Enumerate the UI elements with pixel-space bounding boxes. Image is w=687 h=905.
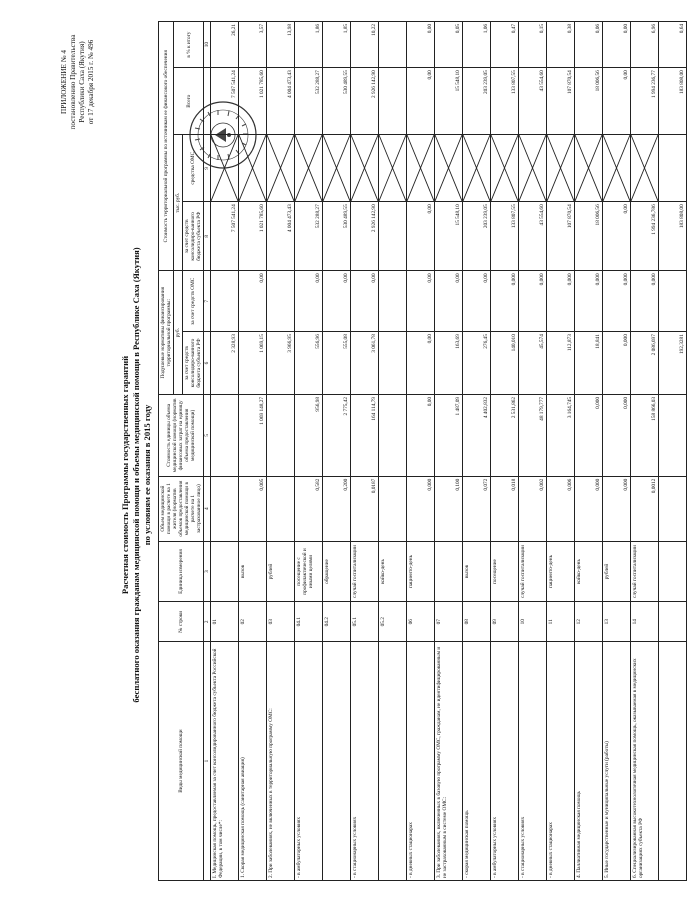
row-tp-omc bbox=[603, 135, 631, 202]
row-tp-omc bbox=[435, 135, 463, 202]
title-line: по условиям ее оказания в 2015 году bbox=[142, 404, 152, 546]
row-unit-cost: 0,000 bbox=[575, 394, 603, 476]
row-tp-budget: 532 288,27 bbox=[295, 202, 323, 271]
appendix-line: ПРИЛОЖЕНИЕ № 4 bbox=[60, 50, 68, 114]
appendix-line: от 17 декабря 2015 г. № 496 bbox=[87, 39, 95, 125]
crossed-out-cell-icon bbox=[351, 135, 378, 201]
row-line-number bbox=[659, 602, 687, 642]
row-percent: 1,85 bbox=[323, 22, 351, 68]
row-unit: посещение bbox=[491, 541, 519, 602]
crossed-out-cell-icon bbox=[295, 135, 322, 201]
row-pc-budget: 0,000 bbox=[603, 332, 631, 395]
row-tp-budget: 15 548,10 bbox=[435, 202, 463, 271]
row-line-number: 08 bbox=[463, 602, 491, 642]
crossed-out-cell-icon bbox=[603, 135, 630, 201]
row-tp-budget bbox=[379, 202, 407, 271]
row-pc-omc: 0,000 bbox=[491, 271, 519, 332]
row-tp-omc bbox=[491, 135, 519, 202]
table-row bbox=[323, 22, 351, 881]
row-total: 18 006,56 bbox=[575, 68, 603, 135]
row-kind: I. Медицинская помощь, предоставляемая за счет консолидированного бюджета субъекта Российской Федерации, в том числе*: bbox=[211, 642, 239, 881]
row-unit-cost bbox=[659, 394, 687, 476]
row-tp-budget: 0,00 bbox=[603, 202, 631, 271]
column-number: 7 bbox=[204, 271, 211, 332]
crossed-out-cell-icon bbox=[463, 135, 490, 201]
row-unit: случай госпитализации bbox=[519, 541, 547, 602]
row-pc-budget: 45,574 bbox=[519, 332, 547, 395]
row-total: 1 994 236,77 bbox=[631, 68, 659, 135]
col-header-pc-omc: за счет средств ОМС bbox=[183, 271, 204, 332]
row-percent: 26,21 bbox=[211, 22, 239, 68]
row-pc-budget: 1 069,15 bbox=[239, 332, 267, 395]
row-tp-budget: 2 926 142,90 bbox=[351, 202, 379, 271]
row-percent: 3,57 bbox=[239, 22, 267, 68]
row-tp-budget: 133 807,55 bbox=[491, 202, 519, 271]
row-tp-omc bbox=[379, 135, 407, 202]
row-volume: 0,000 bbox=[575, 476, 603, 541]
row-kind: - в стационарных условиях bbox=[519, 642, 547, 881]
row-unit: обращение bbox=[323, 541, 351, 602]
row-unit-cost: 48 179,777 bbox=[519, 394, 547, 476]
row-kind: - в дневных стационарах bbox=[547, 642, 575, 881]
row-tp-budget: 1 021 785,60 bbox=[239, 202, 267, 271]
row-total: 107 870,54 bbox=[547, 68, 575, 135]
row-unit-cost: 0,00 bbox=[407, 394, 435, 476]
row-volume: 0,072 bbox=[463, 476, 491, 541]
row-pc-omc: 0,00 bbox=[323, 271, 351, 332]
table-row bbox=[379, 22, 407, 881]
row-kind: 4. Паллиативная медицинская помощь bbox=[575, 642, 603, 881]
row-tp-omc bbox=[323, 135, 351, 202]
row-kind bbox=[659, 642, 687, 881]
row-unit: рублей bbox=[603, 541, 631, 602]
row-line-number: 10 bbox=[519, 602, 547, 642]
row-tp-omc bbox=[659, 135, 687, 202]
row-pc-budget: 556,96 bbox=[295, 332, 323, 395]
row-pc-budget: 2 328,93 bbox=[211, 332, 239, 395]
table-row bbox=[603, 22, 631, 881]
row-percent: 0,15 bbox=[519, 22, 547, 68]
row-tp-budget: 7 507 541,24 bbox=[211, 202, 239, 271]
row-kind: 1. Скорая медицинская помощь (санитарная авиация) bbox=[239, 642, 267, 881]
column-number: 4 bbox=[204, 476, 211, 541]
row-kind bbox=[323, 642, 351, 881]
row-total: 7 507 541,24 bbox=[211, 68, 239, 135]
column-number: 8 bbox=[204, 202, 211, 271]
crossed-out-cell-icon bbox=[211, 135, 238, 201]
row-unit-cost: 2 531,862 bbox=[491, 394, 519, 476]
crossed-out-cell-icon bbox=[575, 135, 602, 201]
row-pc-budget: 2 086,697 bbox=[631, 332, 659, 395]
row-percent: 0,47 bbox=[491, 22, 519, 68]
table-row bbox=[631, 22, 659, 881]
row-unit-cost: 2 775,42 bbox=[323, 394, 351, 476]
row-line-number: 05.2 bbox=[379, 602, 407, 642]
row-kind: 5. Иные государственные и муниципальные услуги (работы) bbox=[603, 642, 631, 881]
column-number: 10 bbox=[204, 22, 211, 68]
column-number: 1 bbox=[204, 642, 211, 881]
row-percent: 0,06 bbox=[575, 22, 603, 68]
row-unit: койко-день bbox=[379, 541, 407, 602]
row-kind: 6. Специализированная высокотехнологичная медицинская помощь, оказываемая в медицинских организациях субъекта РФ bbox=[631, 642, 659, 881]
row-kind: 3. При заболеваниях, включенных в базовую программу ОМС, гражданам, не идентифицированным и не застрахованным в системе ОМС: bbox=[435, 642, 463, 881]
row-line-number: 07 bbox=[435, 602, 463, 642]
table-row bbox=[407, 22, 435, 881]
col-header-unit-cost: Стоимость единицы объема медицинской помощи (норматив финансовых затрат на единицу объема предоставления медицинской помощи) bbox=[159, 394, 204, 476]
row-tp-omc bbox=[407, 135, 435, 202]
row-pc-budget: 163,69 bbox=[435, 332, 463, 395]
row-unit-cost: 1 487,09 bbox=[435, 394, 463, 476]
row-pc-omc: 0,00 bbox=[239, 271, 267, 332]
row-kind: - скорая медицинская помощь bbox=[463, 642, 491, 881]
crossed-out-cell-icon bbox=[435, 135, 462, 201]
row-unit bbox=[659, 541, 687, 602]
row-pc-omc: 0,000 bbox=[547, 271, 575, 332]
row-total: 0,00 bbox=[407, 68, 435, 135]
row-volume: 0,002 bbox=[519, 476, 547, 541]
row-total: 1 021 785,60 bbox=[239, 68, 267, 135]
row-kind bbox=[379, 642, 407, 881]
appendix-note bbox=[60, 7, 96, 157]
row-pc-omc: 0,000 bbox=[631, 271, 659, 332]
row-percent: 0,00 bbox=[407, 22, 435, 68]
row-tp-omc bbox=[547, 135, 575, 202]
row-tp-budget: 1 994 236,786 bbox=[631, 202, 659, 271]
row-total: 43 554,60 bbox=[519, 68, 547, 135]
crossed-out-cell-icon bbox=[491, 135, 518, 201]
col-header-per-capita: Подушевые нормативы финансирования территориальной программы: bbox=[159, 271, 174, 395]
row-unit: вызов bbox=[463, 541, 491, 602]
row-percent: 1,06 bbox=[463, 22, 491, 68]
table-row bbox=[575, 22, 603, 881]
row-unit-cost bbox=[211, 394, 239, 476]
appendix-line: постановлению Правительства bbox=[69, 34, 77, 130]
row-total: 0,00 bbox=[603, 68, 631, 135]
column-number: 5 bbox=[204, 394, 211, 476]
title-line: бесплатного оказания гражданам медицинской помощи и объемы медицинской помощи в Республике Саха (Якутия) bbox=[131, 247, 141, 703]
crossed-out-cell-icon bbox=[407, 135, 434, 201]
row-volume: 0,0012 bbox=[631, 476, 659, 541]
row-tp-omc bbox=[211, 135, 239, 202]
row-pc-omc: 0,00 bbox=[407, 271, 435, 332]
row-pc-budget: 3 061,78 bbox=[351, 332, 379, 395]
row-tp-omc bbox=[631, 135, 659, 202]
row-unit-cost bbox=[379, 394, 407, 476]
row-volume: 0,000 bbox=[603, 476, 631, 541]
table-row bbox=[519, 22, 547, 881]
row-tp-budget: 4 004 473,43 bbox=[267, 202, 295, 271]
col-header-kind: Виды медицинской помощи bbox=[159, 642, 204, 881]
row-pc-budget: 140,010 bbox=[491, 332, 519, 395]
row-line-number: 04.1 bbox=[295, 602, 323, 642]
col-header-unit-rub: руб. bbox=[174, 271, 183, 395]
row-percent: 0,05 bbox=[435, 22, 463, 68]
column-number bbox=[204, 68, 211, 135]
row-pc-omc bbox=[267, 271, 295, 332]
row-percent bbox=[379, 22, 407, 68]
title-line: Расчетная стоимость Программы государственных гарантий bbox=[120, 355, 130, 595]
column-number: 6 bbox=[204, 332, 211, 395]
row-tp-budget: 0,00 bbox=[407, 202, 435, 271]
row-volume: 0,0187 bbox=[351, 476, 379, 541]
crossed-out-cell-icon bbox=[519, 135, 546, 201]
row-total: 532 288,27 bbox=[295, 68, 323, 135]
column-number: 2 bbox=[204, 602, 211, 642]
row-line-number: 06 bbox=[407, 602, 435, 642]
col-header-pc-budget: за счет средств консолидиро-ванного бюджета субъекта РФ bbox=[183, 332, 204, 395]
row-unit-cost: 4 402,832 bbox=[463, 394, 491, 476]
column-number: 9 bbox=[204, 135, 211, 202]
row-pc-omc: 0,000 bbox=[519, 271, 547, 332]
header-row bbox=[159, 22, 174, 881]
row-line-number: 13 bbox=[603, 602, 631, 642]
col-header-tp-budget: за счет средств консолидиро-ванного бюджета субъекта РФ bbox=[183, 202, 204, 271]
row-unit-cost: 0,000 bbox=[603, 394, 631, 476]
crossed-out-cell-icon bbox=[547, 135, 574, 201]
col-header-unit-thousand-rub: тыс. руб. bbox=[174, 135, 183, 271]
col-header-total: Всего bbox=[174, 68, 204, 135]
row-tp-omc bbox=[351, 135, 379, 202]
row-unit: посещение с профилактической и иными целями bbox=[295, 541, 323, 602]
row-unit-cost: 1 069 148,27 bbox=[239, 394, 267, 476]
table-row bbox=[239, 22, 267, 881]
row-line-number: 14 bbox=[631, 602, 659, 642]
row-tp-budget: 530 489,55 bbox=[323, 202, 351, 271]
row-pc-budget bbox=[379, 332, 407, 395]
document-title bbox=[120, 165, 153, 785]
row-unit: случай госпитализации bbox=[351, 541, 379, 602]
row-pc-budget: 3 966,95 bbox=[267, 332, 295, 395]
row-percent: 10,22 bbox=[351, 22, 379, 68]
row-total: 133 807,55 bbox=[491, 68, 519, 135]
row-total: 183 808,00 bbox=[659, 68, 687, 135]
row-pc-omc: 0,00 bbox=[295, 271, 323, 332]
table-row bbox=[211, 22, 239, 881]
row-line-number: 12 bbox=[575, 602, 603, 642]
row-unit: рублей bbox=[267, 541, 295, 602]
row-line-number: 09 bbox=[491, 602, 519, 642]
row-pc-budget: 276,45 bbox=[463, 332, 491, 395]
row-volume bbox=[379, 476, 407, 541]
row-percent: 6,96 bbox=[631, 22, 659, 68]
row-pc-omc: 0,00 bbox=[463, 271, 491, 332]
table-row bbox=[267, 22, 295, 881]
row-tp-budget: 18 006,56 bbox=[575, 202, 603, 271]
row-pc-omc: 0,000 bbox=[575, 271, 603, 332]
row-volume: 0,200 bbox=[323, 476, 351, 541]
row-unit-cost: 3 164,745 bbox=[547, 394, 575, 476]
row-pc-budget: 0,00 bbox=[407, 332, 435, 395]
row-pc-omc: 0,000 bbox=[603, 271, 631, 332]
row-unit-cost: 158 866,03 bbox=[631, 394, 659, 476]
row-volume: 0,582 bbox=[295, 476, 323, 541]
table-row bbox=[295, 22, 323, 881]
row-pc-budget: 192,3281 bbox=[659, 332, 687, 395]
crossed-out-cell-icon bbox=[631, 135, 658, 201]
row-line-number: 11 bbox=[547, 602, 575, 642]
row-total: 15 548,10 bbox=[435, 68, 463, 135]
row-volume bbox=[267, 476, 295, 541]
table-row bbox=[491, 22, 519, 881]
row-volume bbox=[211, 476, 239, 541]
row-unit-cost: 956,98 bbox=[295, 394, 323, 476]
row-kind: - в амбулаторных условиях bbox=[491, 642, 519, 881]
row-kind: - в амбулаторных условиях bbox=[295, 642, 323, 881]
column-number-row bbox=[204, 22, 211, 881]
row-tp-omc bbox=[463, 135, 491, 202]
row-kind: - в дневных стационарах bbox=[407, 642, 435, 881]
row-percent: 0,00 bbox=[603, 22, 631, 68]
row-unit: пациенто-день bbox=[407, 541, 435, 602]
row-volume: 0,006 bbox=[547, 476, 575, 541]
row-unit-cost bbox=[267, 394, 295, 476]
table-row bbox=[435, 22, 463, 881]
row-unit: случай госпитализации bbox=[631, 541, 659, 602]
row-unit-cost: 164 114,79 bbox=[351, 394, 379, 476]
row-tp-omc bbox=[267, 135, 295, 202]
crossed-out-cell-icon bbox=[323, 135, 350, 201]
row-volume: 0,100 bbox=[435, 476, 463, 541]
row-total: 530 489,55 bbox=[323, 68, 351, 135]
row-tp-omc bbox=[575, 135, 603, 202]
col-header-unit: Единица измерения bbox=[159, 541, 204, 602]
row-unit: пациенто-день bbox=[547, 541, 575, 602]
row-pc-budget: 18,841 bbox=[575, 332, 603, 395]
row-percent: 1,86 bbox=[295, 22, 323, 68]
table-row bbox=[547, 22, 575, 881]
crossed-out-cell-icon bbox=[379, 135, 406, 201]
row-percent: 0,64 bbox=[659, 22, 687, 68]
row-volume: 0,005 bbox=[239, 476, 267, 541]
crossed-out-cell-icon bbox=[239, 135, 266, 201]
row-tp-omc bbox=[519, 135, 547, 202]
row-total: 4 004 473,43 bbox=[267, 68, 295, 135]
row-unit: вызов bbox=[239, 541, 267, 602]
row-pc-omc bbox=[211, 271, 239, 332]
row-pc-budget: 112,873 bbox=[547, 332, 575, 395]
row-tp-omc bbox=[239, 135, 267, 202]
row-unit bbox=[211, 541, 239, 602]
col-header-tp-omc: средства ОМС bbox=[183, 135, 204, 202]
row-tp-budget: 203 239,05 bbox=[463, 202, 491, 271]
cost-table bbox=[158, 21, 687, 881]
row-volume: 0,018 bbox=[491, 476, 519, 541]
row-kind: - в стационарных условиях bbox=[351, 642, 379, 881]
row-total: 2 926 142,90 bbox=[351, 68, 379, 135]
row-pc-budget: 555,08 bbox=[323, 332, 351, 395]
row-percent: 13,98 bbox=[267, 22, 295, 68]
row-tp-budget: 43 554,60 bbox=[519, 202, 547, 271]
appendix-line: Республики Саха (Якутия) bbox=[78, 41, 86, 123]
row-kind: 2. При заболеваниях, не включенных в территориальную программу ОМС: bbox=[267, 642, 295, 881]
table-row bbox=[351, 22, 379, 881]
row-pc-omc bbox=[659, 271, 687, 332]
row-tp-omc bbox=[295, 135, 323, 202]
row-total: 203 239,05 bbox=[463, 68, 491, 135]
col-header-line: № строки bbox=[159, 602, 204, 642]
row-pc-omc: 0,00 bbox=[351, 271, 379, 332]
row-unit bbox=[435, 541, 463, 602]
table-row bbox=[659, 22, 687, 881]
row-volume bbox=[659, 476, 687, 541]
crossed-out-cell-icon bbox=[267, 135, 294, 201]
row-tp-budget: 183 808,00 bbox=[659, 202, 687, 271]
row-unit: койко-день bbox=[575, 541, 603, 602]
row-volume: 0,000 bbox=[407, 476, 435, 541]
row-line-number: 05.1 bbox=[351, 602, 379, 642]
row-line-number: 03 bbox=[267, 602, 295, 642]
row-line-number: 02 bbox=[239, 602, 267, 642]
table-row bbox=[463, 22, 491, 881]
row-line-number: 04.2 bbox=[323, 602, 351, 642]
row-total bbox=[379, 68, 407, 135]
row-percent: 0,38 bbox=[547, 22, 575, 68]
row-pc-omc: 0,00 bbox=[435, 271, 463, 332]
col-header-program-cost: Стоимость территориальной программы по источникам ее финансового обеспечения bbox=[159, 22, 174, 271]
row-tp-budget: 107 870,54 bbox=[547, 202, 575, 271]
row-line-number: 01 bbox=[211, 602, 239, 642]
row-pc-omc bbox=[379, 271, 407, 332]
col-header-volume: Объем медицинской помощи в расчете на 1 жителя (норматив объемов предоставления медицинской помощи в расчете на 1 застрахованное лицо) bbox=[159, 476, 204, 541]
column-number: 3 bbox=[204, 541, 211, 602]
col-header-percent: в % к итогу bbox=[174, 22, 204, 68]
